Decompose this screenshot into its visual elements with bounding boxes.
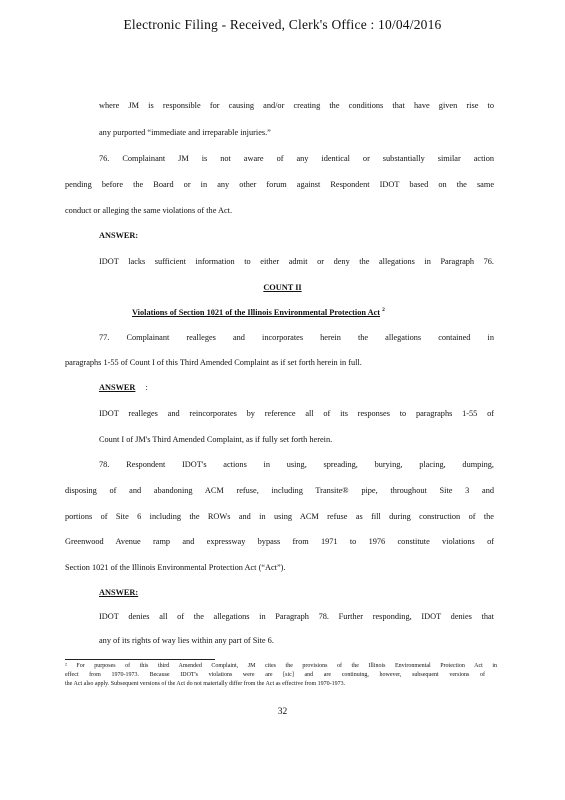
- answer-heading: [99, 383, 148, 392]
- paragraph-78-line: 78. Respondent IDOT's actions in using, spreading, burying, placing, dumping,: [99, 460, 494, 469]
- paragraph-75-line: any purported “immediate and irreparable injuries.”: [99, 128, 271, 137]
- answer-78-line: IDOT denies all of the allegations in Paragraph 78. Further responding, IDOT denies that: [99, 612, 494, 621]
- paragraph-78-line: Section 1021 of the Illinois Environmental Protection Act (“Act”).: [65, 563, 286, 572]
- answer-heading-text: ANSWER: [99, 383, 136, 392]
- answer-77-line: Count I of JM's Third Amended Complaint, as if fully set forth herein.: [99, 435, 333, 444]
- filing-header: Electronic Filing - Received, Clerk's Office : 10/04/2016: [123, 17, 442, 32]
- paragraph-75-line: where JM is responsible for causing and/or creating the conditions that have given rise to: [99, 101, 494, 110]
- paragraph-78-line: portions of Site 6 including the ROWs and in using ACM refuse as fill during construction of the: [65, 512, 494, 521]
- footnote-line: the Act also apply. Subsequent versions of the Act do not materially differ from the Act as effective from 1970-1973.: [65, 681, 346, 687]
- paragraph-76-line: conduct or alleging the same violations of the Act.: [65, 206, 233, 215]
- paragraph-78-line: disposing of and abandoning ACM refuse, including Transite® pipe, throughout Site 3 and: [65, 486, 494, 495]
- footnote-line: effect from 1970-1973. Because IDOT's violations were are [sic] and are continuing, however, subsequent versions of: [65, 672, 485, 678]
- paragraph-77-line: 77. Complainant realleges and incorporates herein the allegations contained in: [99, 333, 494, 342]
- paragraph-76-line: pending before the Board or in any other forum against Respondent IDOT based on the same: [65, 180, 494, 189]
- answer-76-line: IDOT lacks sufficient information to either admit or deny the allegations in Paragraph 76.: [99, 257, 494, 266]
- footnote-line: ² For purposes of this third Amended Complaint, JM cites the provisions of the Illinois Environmental Protection Act in: [65, 663, 497, 669]
- paragraph-78-line: Greenwood Avenue ramp and expressway bypass from 1971 to 1976 constitute violations of: [65, 537, 494, 546]
- paragraph-77-line: paragraphs 1-55 of Count I of this Third Amended Complaint as if set forth herein in full.: [65, 358, 362, 367]
- footnote-marker: 2: [382, 307, 385, 313]
- footnote-divider: [65, 659, 215, 660]
- page-number: 32: [277, 707, 288, 717]
- answer-78-line: any of its rights of way lies within any part of Site 6.: [99, 636, 274, 645]
- answer-heading: ANSWER:: [99, 231, 139, 240]
- paragraph-76-line: 76. Complainant JM is not aware of any identical or substantially similar action: [99, 154, 494, 163]
- count-subheading: [132, 307, 385, 317]
- answer-heading: ANSWER:: [99, 588, 139, 597]
- answer-colon: :: [145, 383, 148, 392]
- count-subheading-text: Violations of Section 1021 of the Illinois Environmental Protection Act: [132, 307, 381, 317]
- count-heading: COUNT II: [263, 283, 302, 292]
- answer-77-line: IDOT realleges and reincorporates by reference all of its responses to paragraphs 1-55 of: [99, 409, 494, 418]
